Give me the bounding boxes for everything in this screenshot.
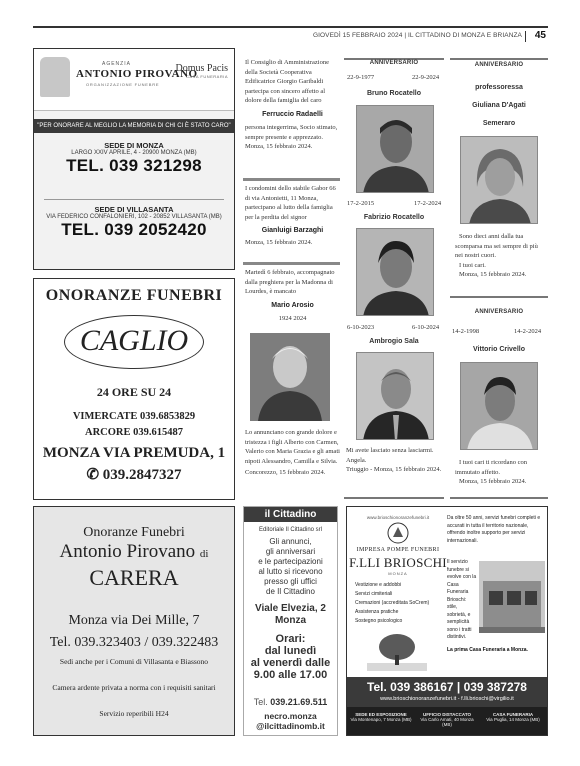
cittadino-email1: necro.monza xyxy=(264,711,317,721)
notice-arosio-family-text: Lo annunciano con grande dolore e tristezza i figli Alberto con Carmen, Valerio con Maria Grazia e gli amati nipoti Alessandro, Camilla e Silvia. xyxy=(245,429,340,465)
brioschi-name: F.LLI BRIOSCHI xyxy=(349,555,447,570)
pirovano-sede-villasanta xyxy=(34,205,234,240)
notice-radaelli xyxy=(245,58,340,152)
caglio-ad xyxy=(33,278,235,500)
rocatello-f-d1: 17-2-2015 xyxy=(347,200,375,207)
sala-portrait xyxy=(357,353,434,440)
cittadino-l7: de Il Cittadino xyxy=(266,587,315,596)
carera-ad xyxy=(33,506,235,736)
fabrizio-rocatello-photo xyxy=(356,228,434,316)
notice-radaelli-text: Il Consiglio di Amministrazione della Società Cooperativa Edificatrice Giorgio Garibaldi partecipa con sincero affetto al dolore della famiglia del caro xyxy=(245,59,329,104)
brioschi-sede2-title: UFFICIO DISTACCATO xyxy=(423,712,471,717)
brioschi-sede3-title: CASA FUNERARIA xyxy=(492,712,534,717)
cittadino-tel: 039.21.69.511 xyxy=(270,697,328,707)
dagati-portrait xyxy=(461,137,538,224)
cittadino-logo: il Cittadino xyxy=(244,507,337,522)
carera-l6: Sedi anche per i Comuni di Villasanta e Biassono xyxy=(59,657,209,666)
cittadino-l3: gli anniversari xyxy=(265,547,316,556)
pirovano-ad xyxy=(33,48,235,270)
cittadino-ad xyxy=(243,506,338,736)
crivello-d1: 14-2-1998 xyxy=(452,328,480,335)
notice-arosio-family xyxy=(245,428,340,478)
brioschi-tel-band xyxy=(347,677,547,707)
carera-l4: Monza via Dei Mille, 7 xyxy=(68,613,200,628)
ambrogio-sala-photo xyxy=(356,352,434,440)
brioschi-sede2-addr: Via Carlo Amati, 40 Monza (MB) xyxy=(420,717,474,727)
caglio-phone: ✆ 039.2847327 xyxy=(86,467,182,483)
sede-monza-tel: TEL. 039 321298 xyxy=(66,156,202,175)
brioschi-sedi-band xyxy=(347,707,547,735)
brioschi-sede1-addr: Via Montenapo, 7 Monza (MB) xyxy=(350,717,412,722)
cittadino-orari: Orari: xyxy=(275,633,306,645)
brioschi-service: Sostegno psicologico xyxy=(355,618,403,624)
sede-villasanta-tel: TEL. 039 2052420 xyxy=(61,220,207,239)
notice-arosio-years: 1924 2024 xyxy=(278,315,307,322)
domus-name: Domus Pacis xyxy=(175,63,228,74)
col2-rule-2 xyxy=(243,262,340,265)
cittadino-days: dal lunedì xyxy=(264,645,317,657)
notice-barzaghi-text: I condomini dello stabile Gabor 66 di via Antonietti, 11 Monza, partecipano al lutto della famiglia per la perdita del signor xyxy=(245,185,336,221)
col3-rule-bottom xyxy=(344,497,444,499)
sala-d1: 6-10-2023 xyxy=(347,324,375,331)
carera-l1: Onoranze Funebri xyxy=(83,525,185,540)
giuliana-dagati-photo xyxy=(460,136,538,224)
notice-barzaghi-name: Gianluigi Barzaghi xyxy=(261,227,324,234)
bruno-rocatello-photo xyxy=(356,105,434,193)
brioschi-impresa: IMPRESA POMPE FUNEBRI xyxy=(356,547,440,553)
brioschi-side: Il servizio funebre si evolve con la Casa Funeraria Brioschi: stile, sobrietà, e semplicità sono i tratti distintivi. xyxy=(447,559,477,640)
sede-villasanta-label: SEDE DI VILLASANTA xyxy=(94,205,174,214)
crivello-title: ANNIVERSARIO xyxy=(474,309,524,315)
pirovano-logo-area xyxy=(34,49,234,111)
rocatello-f-d2: 17-2-2024 xyxy=(414,200,442,207)
col2-rule-1 xyxy=(243,178,340,181)
vittorio-crivello-photo xyxy=(460,362,538,450)
pirovano-agenzia: AGENZIA xyxy=(102,61,131,67)
dagati-name2: Semeraro xyxy=(482,120,516,127)
pirovano-sede-monza xyxy=(34,141,234,176)
brioschi-service: Vestizione e addobbi xyxy=(355,582,402,588)
brioschi-crest-icon xyxy=(385,522,411,544)
rocatello-b-d1: 22-9-1977 xyxy=(347,74,375,81)
brioschi-url-top: www.brioschionoranzefunebri.it xyxy=(366,515,430,520)
sede-villasanta-address: VIA FEDERICO CONFALONIERI, 102 - 20852 VILLASANTA (MB) xyxy=(46,214,222,220)
notice-radaelli-body: persona integerrima, Socio stimato, sempre presente e apprezzato. xyxy=(245,124,338,141)
cittadino-address: Viale Elvezia, 2 xyxy=(255,603,326,614)
cittadino-days2: al venerdì dalle xyxy=(250,657,331,669)
brioschi-city: MONZA xyxy=(388,571,408,576)
sala-message-sign: Angela. xyxy=(346,456,367,464)
caglio-arcore: ARCORE 039.615487 xyxy=(84,427,183,438)
caglio-monza: MONZA VIA PREMUDA, 1 xyxy=(42,445,226,461)
notice-radaelli-name: Ferruccio Radaelli xyxy=(262,110,323,118)
notice-arosio xyxy=(245,268,340,324)
col4-rule-top xyxy=(450,58,548,60)
rocatello-b-name: Bruno Rocatello xyxy=(366,90,422,97)
pirovano-divider xyxy=(44,199,224,200)
brioschi-sede2 xyxy=(415,712,479,727)
carera-name-line xyxy=(34,541,234,563)
brioschi-ad xyxy=(346,506,548,736)
sala-name: Ambrogio Sala xyxy=(369,338,419,345)
brioschi-service: Assistenza pratiche xyxy=(355,609,399,615)
page-number: 45 xyxy=(534,30,546,41)
header-separator xyxy=(525,31,526,42)
caglio-name: CAGLIO xyxy=(79,324,189,357)
caglio-24h: 24 ORE SU 24 xyxy=(96,385,172,399)
brioschi-side2: La prima Casa Funeraria a Monza. xyxy=(447,647,528,653)
crivello-name: Vittorio Crivello xyxy=(473,346,525,353)
pirovano-crest-logo xyxy=(40,57,70,97)
brioschi-sede3-addr: Via Puglia, 14 Monza (MB) xyxy=(486,717,540,722)
brioschi-tel: Tel. 039 386167 | 039 387278 xyxy=(367,680,527,694)
caglio-vimercate: VIMERCATE 039.6853829 xyxy=(72,411,196,422)
brioschi-services-list xyxy=(355,581,445,626)
dagati-name: Giuliana D'Agati xyxy=(472,102,526,109)
brioschi-building-image xyxy=(479,561,545,633)
brioschi-tree-image xyxy=(367,631,427,671)
carera-l3: CARERA xyxy=(89,565,179,590)
arosio-portrait xyxy=(250,333,330,421)
dagati-sub: professoressa xyxy=(475,84,523,91)
brioschi-service: Cremazioni (accreditata SoCrem) xyxy=(355,600,430,606)
domus-sub: CASA FUNERARIA xyxy=(186,74,228,79)
cittadino-l4: e le partecipazioni xyxy=(258,557,323,566)
carera-l7: Camera ardente privata a norma con i requisiti sanitari xyxy=(52,683,216,692)
sala-message xyxy=(346,446,442,475)
carera-l2: Antonio Pirovano xyxy=(59,541,196,562)
notice-barzaghi xyxy=(245,184,340,247)
rocatello-b-d2: 22-9-2024 xyxy=(412,74,440,81)
carera-l8: Servizio reperibili H24 xyxy=(99,709,169,718)
sede-monza-address: LARGO XXIV APRILE, 4 - 20900 MONZA (MB) xyxy=(71,150,197,156)
pirovano-banner: "PER ONORARE AL MEGLIO LA MEMORIA DI CHI CI È STATO CARO" xyxy=(34,119,234,133)
cittadino-l6: presso gli uffici xyxy=(264,577,317,586)
cittadino-l5: al lutto si ricevono xyxy=(258,567,323,576)
crivello-portrait xyxy=(461,363,538,450)
domus-pacis-logo xyxy=(176,63,229,79)
notice-barzaghi-date: Monza, 15 febbraio 2024. xyxy=(245,238,313,246)
notice-arosio-name: Mario Arosio xyxy=(271,301,314,309)
pirovano-name: ANTONIO PIROVANO xyxy=(76,68,198,80)
notice-arosio-text: Martedì 6 febbraio, accompagnato dalla preghiera per la Madonna di Lourdes, è mancato xyxy=(245,269,335,295)
bruno-portrait xyxy=(357,106,434,193)
cittadino-hours: 9.00 alle 17.00 xyxy=(253,669,328,681)
page-header xyxy=(33,26,548,46)
cittadino-email2: @ilcittadinomb.it xyxy=(256,721,325,731)
sala-d2: 6-10-2024 xyxy=(412,324,440,331)
crivello-message-date: Monza, 15 febbraio 2024. xyxy=(459,478,527,485)
carera-l5: Tel. 039.323403 / 039.322483 xyxy=(49,635,219,650)
crivello-message-text: I tuoi cari ti ricordano con immutato affetto. xyxy=(455,459,528,476)
brioschi-sede1-title: SEDE ED ESPOSIZIONE xyxy=(355,712,407,717)
cittadino-l2: Gli annunci, xyxy=(269,537,312,546)
pirovano-sub: ORGANIZZAZIONE FUNEBRE xyxy=(86,82,160,87)
brioschi-web: www.brioschionoranzefunebri.it - f.lli.brioschi@virgilio.it xyxy=(380,696,514,702)
arosio-photo xyxy=(250,333,330,421)
brioschi-service: Servizi cimiteriali xyxy=(355,591,393,597)
sede-monza-label: SEDE DI MONZA xyxy=(104,141,164,150)
notice-arosio-family-date: Concorezzo, 15 febbraio 2024. xyxy=(245,469,326,476)
fabrizio-portrait xyxy=(357,229,434,316)
brioschi-sede1 xyxy=(349,712,413,722)
dagati-message xyxy=(455,232,547,280)
caglio-oval-logo xyxy=(64,315,204,369)
cittadino-city: Monza xyxy=(274,615,307,626)
carera-l2b: di xyxy=(199,548,209,560)
cittadino-tel-line xyxy=(244,697,337,707)
brioschi-sede3 xyxy=(481,712,545,722)
caglio-title: ONORANZE FUNEBRI xyxy=(45,287,223,304)
brioschi-intro: Da oltre 50 anni, servizi funebri completi e accurati in tutta il territorio nazionale, offrendo inoltre supporto per servizi internazionali. xyxy=(447,515,541,544)
sala-message-place: Triuggio - Monza, 15 febbraio 2024. xyxy=(346,466,442,473)
header-date-line: GIOVEDÌ 15 FEBBRAIO 2024 | IL CITTADINO DI MONZA E BRIANZA xyxy=(312,32,522,39)
crivello-message xyxy=(455,458,547,487)
dagati-message-date: Monza, 15 febbraio 2024. xyxy=(459,271,527,278)
dagati-message-text: Sono dieci anni dalla tua scomparsa ma sei sempre di più nei nostri cuori. xyxy=(455,233,538,259)
col4-rule-mid xyxy=(450,296,548,298)
dagati-message-sign: I tuoi cari. xyxy=(459,261,486,269)
crivello-d2: 14-2-2024 xyxy=(514,328,542,335)
dagati-title: ANNIVERSARIO xyxy=(474,62,524,68)
cittadino-tel-label: Tel. xyxy=(253,697,268,707)
rocatello-f-name: Fabrizio Rocatello xyxy=(363,214,425,221)
notice-radaelli-date: Monza, 15 febbraio 2024. xyxy=(245,143,313,150)
col3-ann-title: ANNIVERSARIO xyxy=(369,60,419,66)
col4-rule-bottom xyxy=(450,497,548,499)
sala-message-text: Mi avete lasciato senza lasciarmi. xyxy=(346,447,434,454)
cittadino-editoriale: Editoriale Il Cittadino srl xyxy=(258,527,323,533)
